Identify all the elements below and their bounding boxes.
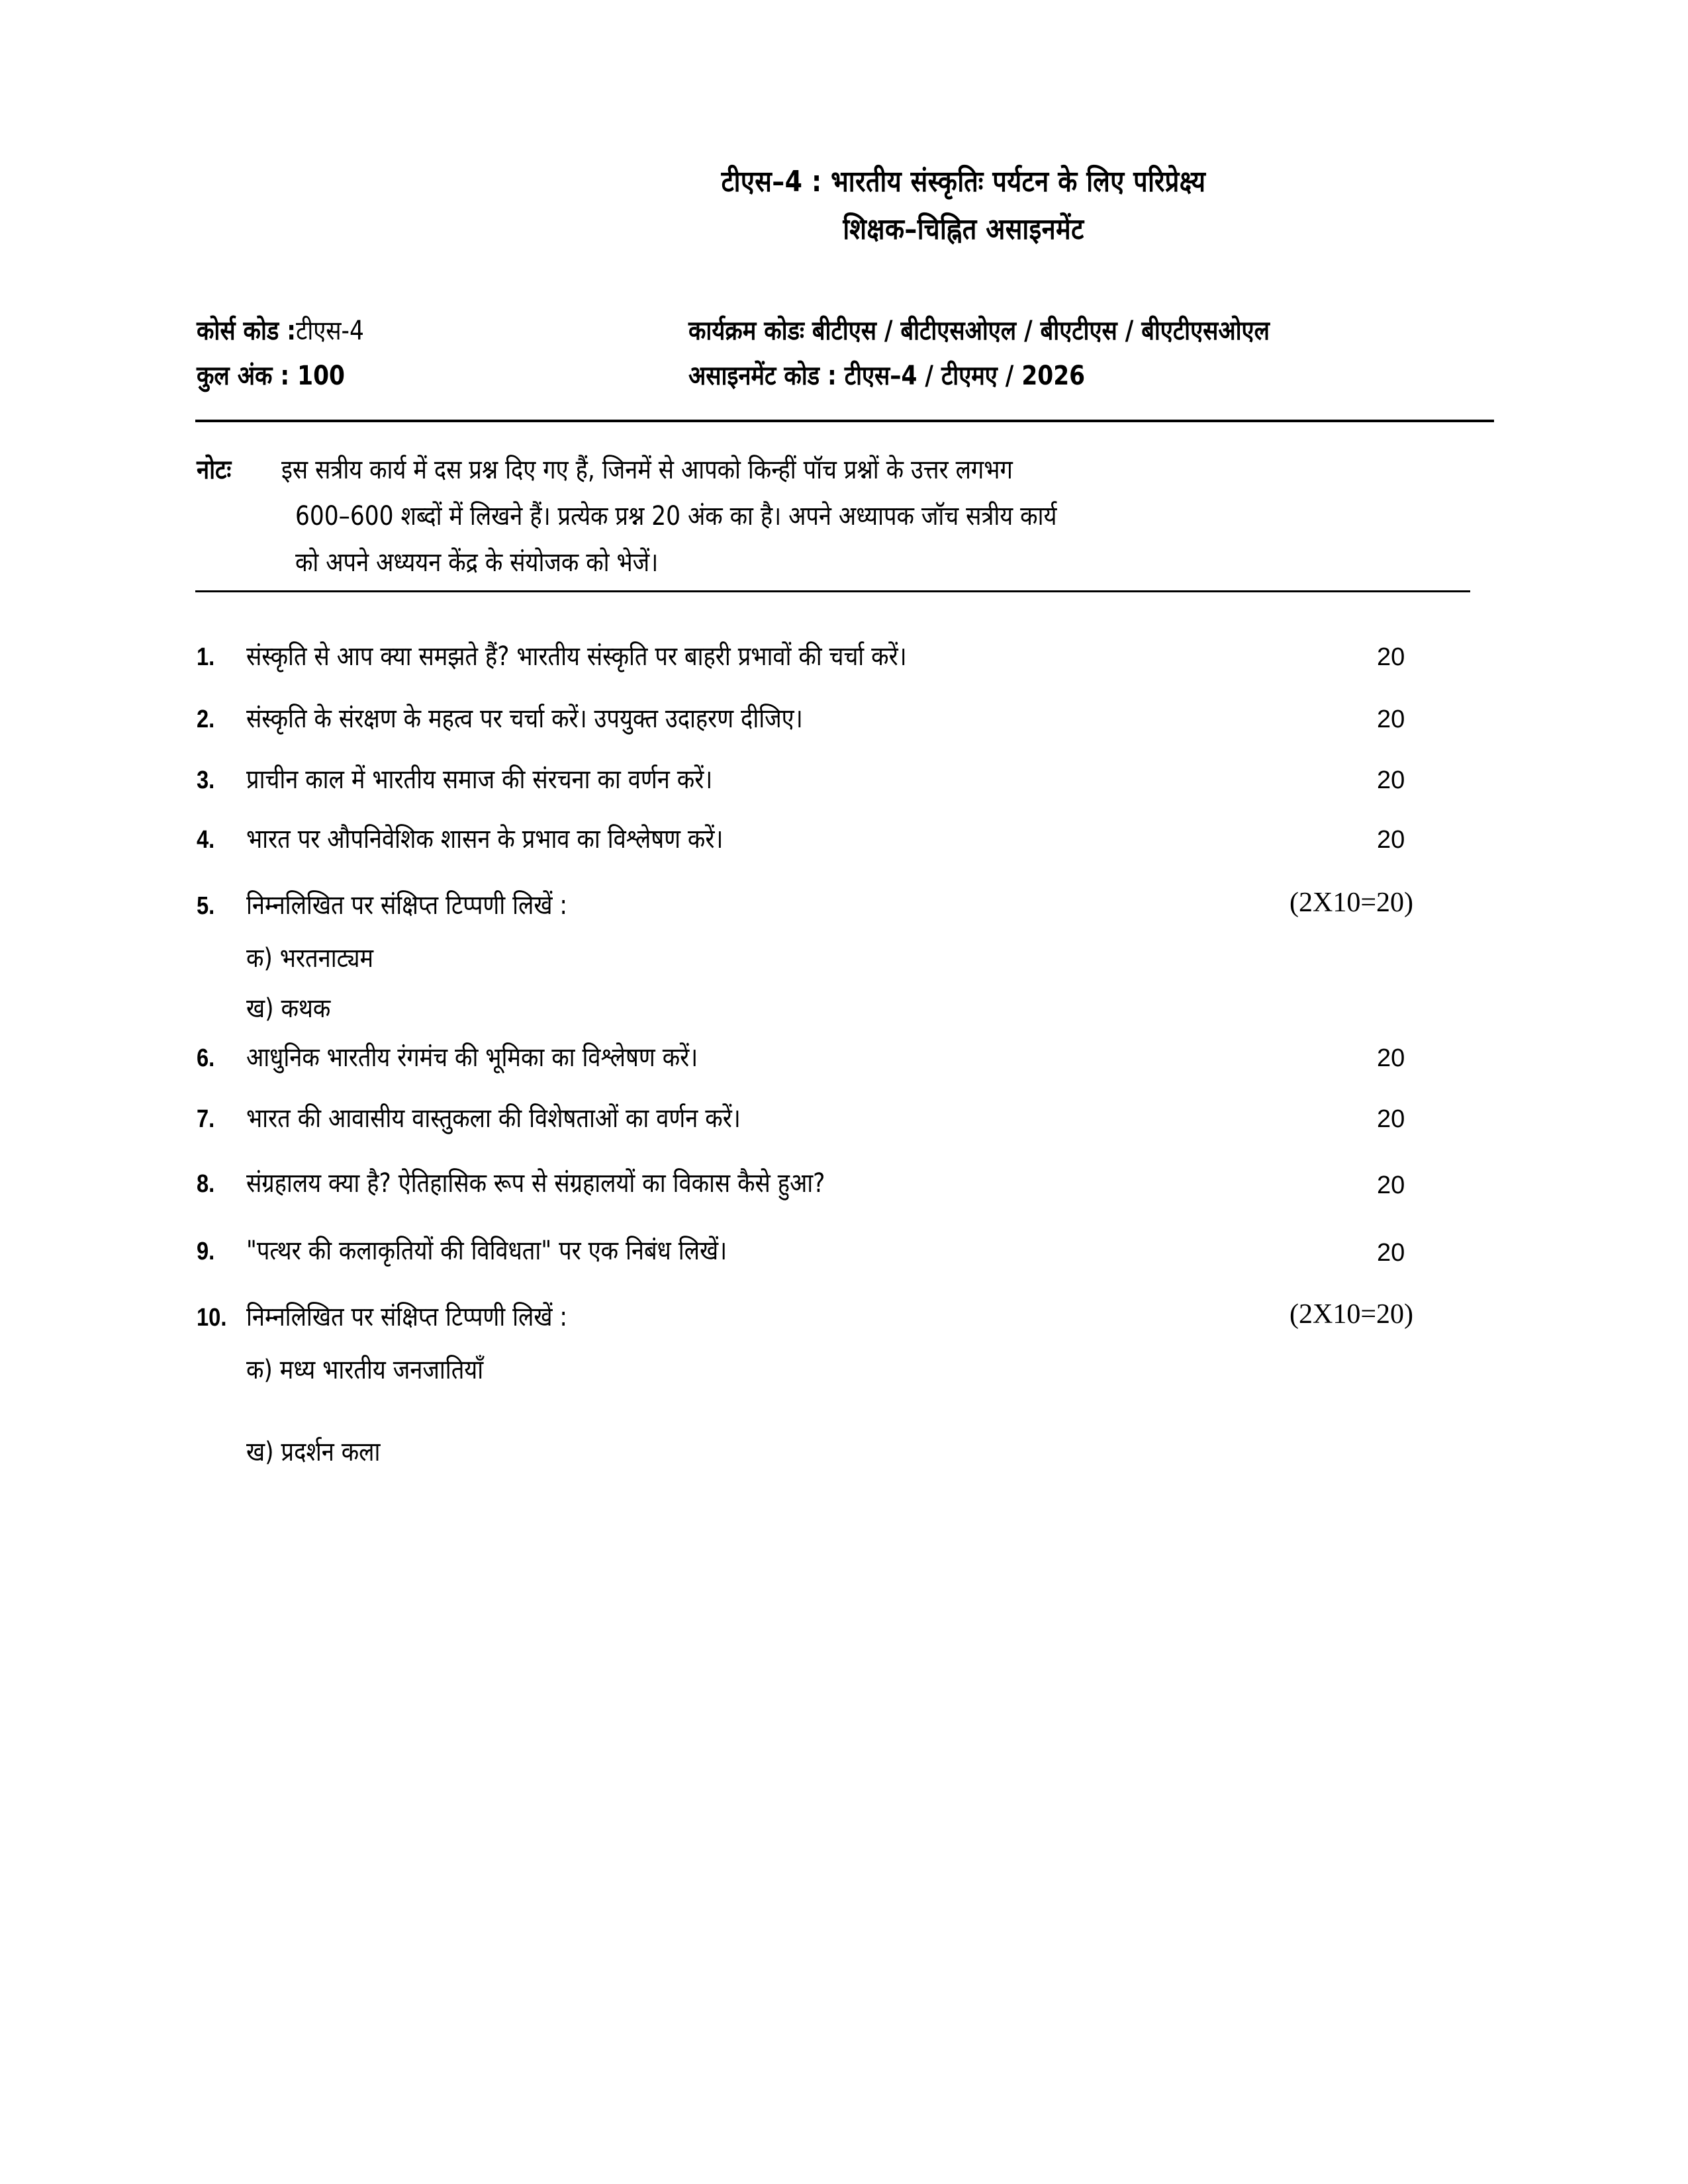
question-marks: 20 — [1377, 1239, 1405, 1267]
question-number: 10. — [197, 1304, 227, 1332]
question-number: 6. — [197, 1044, 215, 1072]
question-text: प्राचीन काल में भारतीय समाज की संरचना का वर्णन करें। — [246, 764, 713, 795]
course-code-value: टीएस-4 — [296, 316, 364, 346]
question-number: 3. — [197, 766, 215, 794]
sub-item-ka: क) मध्य भारतीय जनजातियाँ — [246, 1355, 484, 1385]
question-marks: (2X10=20) — [1289, 1299, 1413, 1330]
assignment-code-label: असाइनमेंट कोड : — [688, 361, 837, 391]
question-text: भारत की आवासीय वास्तुकला की विशेषताओं का वर्णन करें। — [246, 1103, 741, 1134]
note-line-2: 600–600 शब्दों में लिखने हैं। प्रत्येक प्रश्न 20 अंक का है। अपने अध्यापक जॉच सत्रीय कार्य — [295, 501, 1057, 531]
question-marks: (2X10=20) — [1289, 887, 1413, 918]
question-number: 2. — [197, 705, 215, 733]
question-text: भारत पर औपनिवेशिक शासन के प्रभाव का विश्लेषण करें। — [246, 824, 724, 854]
course-code — [197, 311, 364, 347]
sub-item-ka: क) भरतनाट्यम — [246, 943, 374, 974]
question-number: 9. — [197, 1238, 215, 1265]
question-marks: 20 — [1377, 1171, 1405, 1199]
question-text: निम्नलिखित पर संक्षिप्त टिप्पणी लिखें : — [246, 890, 568, 921]
programme-code-label: कार्यक्रम कोडः — [688, 316, 804, 346]
header-divider — [195, 420, 1494, 422]
assignment-code-value: टीएस–4 / टीएमए / 2026 — [844, 361, 1086, 391]
total-marks-label: कुल अंक : — [197, 361, 290, 391]
question-marks: 20 — [1377, 1105, 1405, 1133]
note-line-1: इस सत्रीय कार्य में दस प्रश्न दिए गए हैं, जिनमें से आपको किन्हीं पॉच प्रश्नों के उत्तर लगभग — [281, 455, 1013, 485]
total-marks — [197, 356, 345, 392]
programme-code-value: बीटीएस / बीटीएसओएल / बीएटीएस / बीएटीएसओएल — [812, 316, 1270, 346]
question-marks: 20 — [1377, 1044, 1405, 1072]
question-number: 8. — [197, 1170, 215, 1198]
question-text: संस्कृति के संरक्षण के महत्व पर चर्चा करें। उपयुक्त उदाहरण दीजिए। — [246, 704, 803, 734]
document-subtitle: शिक्षक–चिह्नित असाइनमेंट — [843, 212, 1084, 246]
course-code-label: कोर्स कोड : — [197, 316, 297, 346]
sub-item-kha: ख) कथक — [246, 993, 331, 1024]
question-marks: 20 — [1377, 766, 1405, 794]
question-text: संग्रहालय क्या है? ऐतिहासिक रूप से संग्रहालयों का विकास कैसे हुआ? — [246, 1168, 825, 1199]
question-number: 4. — [197, 826, 215, 854]
note-label: नोटः — [197, 455, 232, 485]
question-text: संस्कृति से आप क्या समझते हैं? भारतीय संस्कृति पर बाहरी प्रभावों की चर्चा करें। — [246, 641, 907, 672]
question-marks: 20 — [1377, 705, 1405, 733]
question-number: 1. — [197, 643, 215, 671]
sub-item-kha: ख) प्रदर्शन कला — [246, 1437, 381, 1467]
question-marks: 20 — [1377, 826, 1405, 854]
question-text: "पत्थर की कलाकृतियों की विविधता" पर एक निबंध लिखें। — [246, 1236, 727, 1266]
question-number: 5. — [197, 892, 215, 920]
question-text: आधुनिक भारतीय रंगमंच की भूमिका का विश्लेषण करें। — [246, 1042, 698, 1073]
question-text: निम्नलिखित पर संक्षिप्त टिप्पणी लिखें : — [246, 1302, 568, 1332]
question-number: 7. — [197, 1105, 215, 1133]
total-marks-value: 100 — [297, 361, 345, 391]
assignment-code — [688, 356, 1085, 392]
document-title: टीएस–4 : भारतीय संस्कृतिः पर्यटन के लिए परिप्रेक्ष्य — [721, 165, 1206, 199]
note-divider — [195, 590, 1470, 592]
note-line-3: को अपने अध्ययन केंद्र के संयोजक को भेजें। — [295, 547, 659, 578]
programme-code — [688, 311, 1270, 347]
question-marks: 20 — [1377, 643, 1405, 671]
